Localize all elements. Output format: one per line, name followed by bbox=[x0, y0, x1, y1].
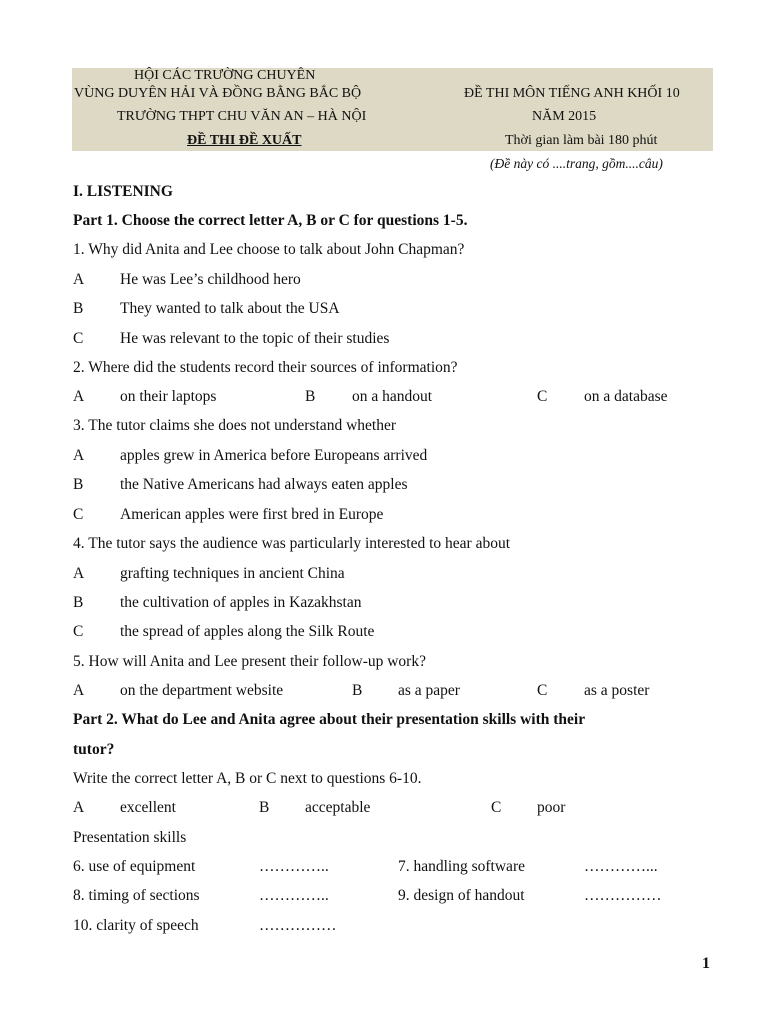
option-letter: A bbox=[73, 565, 85, 582]
question-4: 4. The tutor says the audience was particularly interested to hear about bbox=[73, 535, 511, 552]
part2-title: Part 2. What do Lee and Anita agree about their presentation skills with their bbox=[73, 711, 586, 728]
option-letter: C bbox=[73, 623, 84, 640]
skills-row bbox=[73, 916, 713, 936]
option-text: as a poster bbox=[584, 682, 650, 699]
question-1: 1. Why did Anita and Lee choose to talk about John Chapman? bbox=[73, 241, 465, 258]
option-letter: B bbox=[73, 476, 84, 493]
option-text: He was relevant to the topic of their studies bbox=[120, 330, 390, 347]
option-text: on their laptops bbox=[120, 388, 217, 405]
exam-header bbox=[72, 68, 713, 151]
option-text: He was Lee’s childhood hero bbox=[120, 271, 301, 288]
answer-blank[interactable]: …………... bbox=[584, 858, 658, 875]
presentation-skills-heading: Presentation skills bbox=[73, 829, 187, 846]
option-text: on the department website bbox=[120, 682, 284, 699]
question-2: 2. Where did the students record their sources of information? bbox=[73, 359, 458, 376]
option-letter: B bbox=[73, 300, 84, 317]
option-text: American apples were first bred in Europe bbox=[120, 506, 384, 523]
header-time-allowed: Thời gian làm bài 180 phút bbox=[505, 133, 658, 148]
option-letter: B bbox=[305, 388, 316, 405]
question-3: 3. The tutor claims she does not understand whether bbox=[73, 417, 396, 434]
question-9: 9. design of handout bbox=[398, 887, 525, 904]
option-text: as a paper bbox=[398, 682, 460, 699]
option-letter: C bbox=[491, 799, 502, 816]
answer-blank[interactable]: …………… bbox=[584, 887, 662, 904]
header-association: HỘI CÁC TRƯỜNG CHUYÊN bbox=[134, 68, 316, 83]
option-text: acceptable bbox=[305, 799, 371, 816]
option-letter: C bbox=[537, 388, 548, 405]
option-text: on a database bbox=[584, 388, 668, 405]
option-text: apples grew in America before Europeans arrived bbox=[120, 447, 428, 464]
header-school: TRƯỜNG THPT CHU VĂN AN – HÀ NỘI bbox=[117, 109, 367, 124]
question-10: 10. clarity of speech bbox=[73, 917, 199, 934]
option-letter: A bbox=[73, 799, 85, 816]
header-proposed-exam: ĐỀ THI ĐỀ XUẤT bbox=[187, 133, 302, 148]
option-letter: A bbox=[73, 388, 85, 405]
rating-options-row bbox=[73, 798, 713, 818]
option-letter: A bbox=[73, 447, 85, 464]
page-count-note: (Đề này có ....trang, gồm....câu) bbox=[490, 156, 663, 171]
header-exam-subject: ĐỀ THI MÔN TIẾNG ANH KHỐI 10 bbox=[464, 86, 680, 101]
skills-row bbox=[73, 857, 713, 877]
option-text: grafting techniques in ancient China bbox=[120, 565, 345, 582]
part2-instruction: Write the correct letter A, B or C next to questions 6-10. bbox=[73, 770, 422, 787]
option-row bbox=[73, 681, 713, 701]
option-letter: C bbox=[73, 506, 84, 523]
option-text: They wanted to talk about the USA bbox=[120, 300, 340, 317]
question-6: 6. use of equipment bbox=[73, 858, 196, 875]
option-letter: C bbox=[73, 330, 84, 347]
answer-blank[interactable]: ………….. bbox=[259, 858, 329, 875]
header-region: VÙNG DUYÊN HẢI VÀ ĐỒNG BẰNG BẮC BỘ bbox=[74, 86, 362, 101]
option-letter: B bbox=[73, 594, 84, 611]
answer-blank[interactable]: ………….. bbox=[259, 887, 329, 904]
option-letter: A bbox=[73, 682, 85, 699]
option-text: the Native Americans had always eaten apples bbox=[120, 476, 408, 493]
page-number: 1 bbox=[702, 955, 710, 972]
question-8: 8. timing of sections bbox=[73, 887, 200, 904]
question-7: 7. handling software bbox=[398, 858, 525, 875]
part1-title: Part 1. Choose the correct letter A, B or C for questions 1-5. bbox=[73, 212, 468, 229]
option-row bbox=[73, 387, 713, 407]
answer-blank[interactable]: …………… bbox=[259, 917, 337, 934]
option-text: on a handout bbox=[352, 388, 433, 405]
option-text: the cultivation of apples in Kazakhstan bbox=[120, 594, 362, 611]
question-5: 5. How will Anita and Lee present their follow-up work? bbox=[73, 653, 426, 670]
section-title: I. LISTENING bbox=[73, 183, 173, 200]
option-letter: B bbox=[352, 682, 363, 699]
option-letter: A bbox=[73, 271, 85, 288]
option-text: the spread of apples along the Silk Route bbox=[120, 623, 375, 640]
part2-title-continued: tutor? bbox=[73, 741, 115, 758]
option-letter: B bbox=[259, 799, 270, 816]
option-text: excellent bbox=[120, 799, 176, 816]
option-letter: C bbox=[537, 682, 548, 699]
header-year: NĂM 2015 bbox=[532, 109, 597, 124]
option-text: poor bbox=[537, 799, 566, 816]
skills-row bbox=[73, 886, 713, 906]
